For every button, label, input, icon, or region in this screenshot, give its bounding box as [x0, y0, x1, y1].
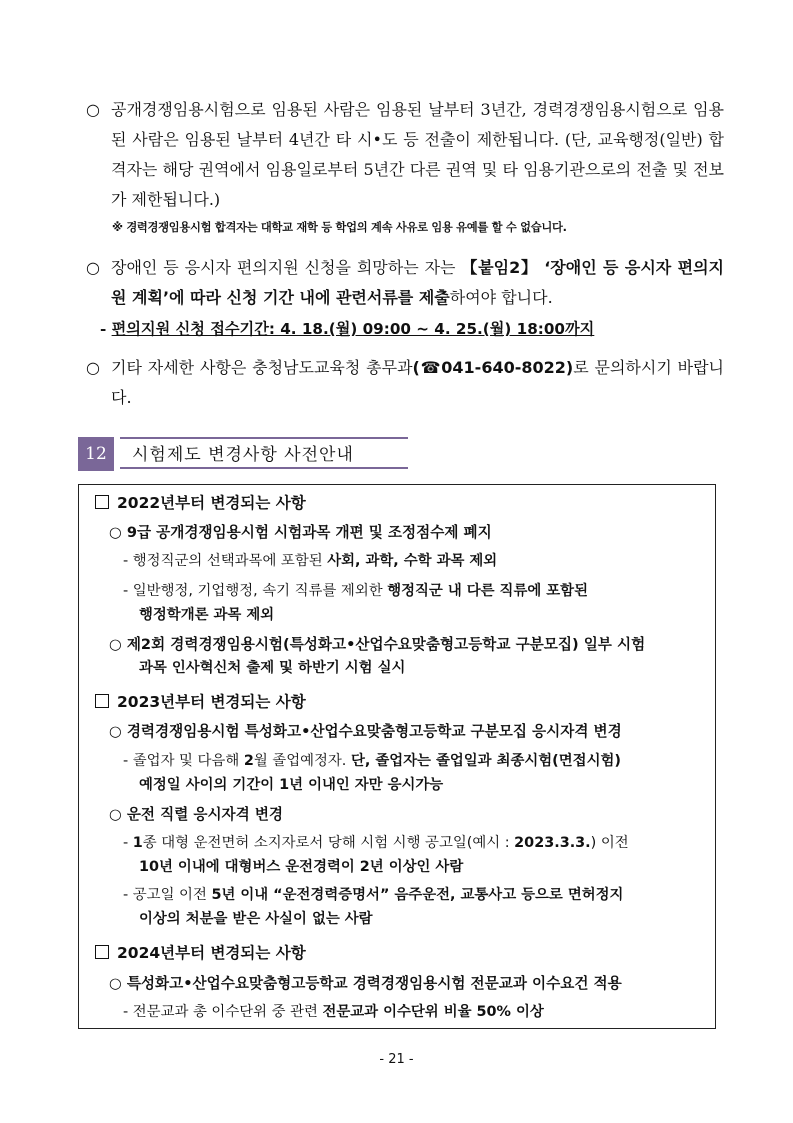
change-item-cont: 과목 인사혁신처 출제 및 하반기 시험 실시	[139, 660, 406, 676]
change-item: ○ 제2회 경력경쟁임용시험(특성화고•산업수요맞춤형고등학교 구분모집) 일부 시험	[109, 636, 646, 653]
year-2022-heading: 2022년부터 변경되는 사항	[95, 491, 306, 513]
deferment-note: ※ 경력경쟁임용시험 합격자는 대학교 재학 등 학업의 계속 사유로 임용 유예를 할 수 없습니다.	[112, 221, 567, 234]
change-item: ○ 9급 공개경쟁임용시험 시험과목 개편 및 조정점수제 폐지	[109, 524, 492, 541]
change-item: ○ 특성화고•산업수요맞춤형고등학교 경력경쟁임용시험 전문교과 이수요건 적용	[109, 975, 622, 992]
change-detail-cont: 이상의 처분을 받은 사실이 없는 사람	[139, 911, 373, 927]
change-detail-cont: 예정일 사이의 기간이 1년 이내인 자만 응시가능	[139, 777, 444, 793]
application-period	[100, 318, 594, 339]
application-period-text: 편의지원 신청 접수기간: 4. 18.(월) 09:00 ~ 4. 25.(월) 18:00까지	[111, 320, 595, 338]
section-number: 12	[78, 437, 114, 471]
section-title: 시험제도 변경사항 사전안내	[120, 437, 408, 469]
change-detail: - 행정직군의 선택과목에 포함된 사회, 과학, 수학 과목 제외	[123, 553, 498, 569]
dash-bullet: -	[100, 320, 112, 338]
square-bullet-icon	[95, 495, 109, 509]
square-bullet-icon	[95, 945, 109, 959]
accommodation-text-a: 장애인 등 응시자 편의지원 신청을 희망하는 자는	[111, 258, 462, 277]
change-item: ○ 경력경쟁임용시험 특성화고•산업수요맞춤형고등학교 구분모집 응시자격 변경	[109, 723, 622, 740]
change-detail: - 1종 대형 운전면허 소지자로서 당해 시험 시행 공고일(예시 : 2023.3.3.) 이전	[123, 835, 629, 851]
change-detail: - 졸업자 및 다음해 2월 졸업예정자. 단, 졸업자는 졸업일과 최종시험(면접시험)	[123, 753, 621, 769]
accommodation-text-c: 하여야 합니다.	[449, 288, 553, 307]
change-item: ○ 운전 직렬 응시자격 변경	[109, 806, 284, 823]
circle-bullet-icon: ○	[86, 358, 100, 377]
circle-bullet-icon: ○	[86, 258, 100, 277]
changes-box	[78, 484, 716, 1029]
accommodation-text-b: 【붙임2】 ‘장애인 등 응시자 편의지원 계획’에 따라 신청 기간 내에 관련서류를 제출	[111, 258, 724, 307]
change-detail: - 공고일 이전 5년 이내 “운전경력증명서” 음주운전, 교통사고 등으로 면허정지	[123, 887, 624, 903]
section-header	[78, 437, 408, 471]
circle-bullet-icon: ○	[86, 100, 100, 119]
change-detail-cont: 10년 이내에 대형버스 운전경력이 2년 이상인 사람	[139, 859, 464, 875]
contact-phone: (☎041-640-8022)	[412, 358, 574, 377]
contact-text-a: 기타 자세한 사항은 충청남도교육청 총무과	[111, 358, 413, 377]
contact-text-c: 로 문의하시기 바랍니다.	[111, 358, 724, 407]
change-detail: - 일반행정, 기업행정, 속기 직류를 제외한 행정직군 내 다른 직류에 포함된	[123, 583, 588, 599]
page-number: - 21 -	[379, 1052, 414, 1067]
square-bullet-icon	[95, 694, 109, 708]
change-detail: - 전문교과 총 이수단위 중 관련 전문교과 이수단위 비율 50% 이상	[123, 1004, 544, 1020]
restriction-paragraph	[86, 95, 724, 215]
year-2023-heading: 2023년부터 변경되는 사항	[95, 690, 306, 712]
year-2024-heading: 2024년부터 변경되는 사항	[95, 941, 306, 963]
accommodation-paragraph	[86, 253, 724, 313]
contact-paragraph	[86, 353, 724, 413]
change-detail-cont: 행정학개론 과목 제외	[139, 607, 275, 623]
restriction-text: 공개경쟁임용시험으로 임용된 사람은 임용된 날부터 3년간, 경력경쟁임용시험으로 임용된 사람은 임용된 날부터 4년간 타 시•도 등 전출이 제한됩니다. (단, 교육행정(일반) 합격자는 해당 권역에서 임용일로부터 5년간 다른 권역 및 타 임용기관으로의 전출 및 전보가 제한됩니다.)	[111, 100, 724, 209]
